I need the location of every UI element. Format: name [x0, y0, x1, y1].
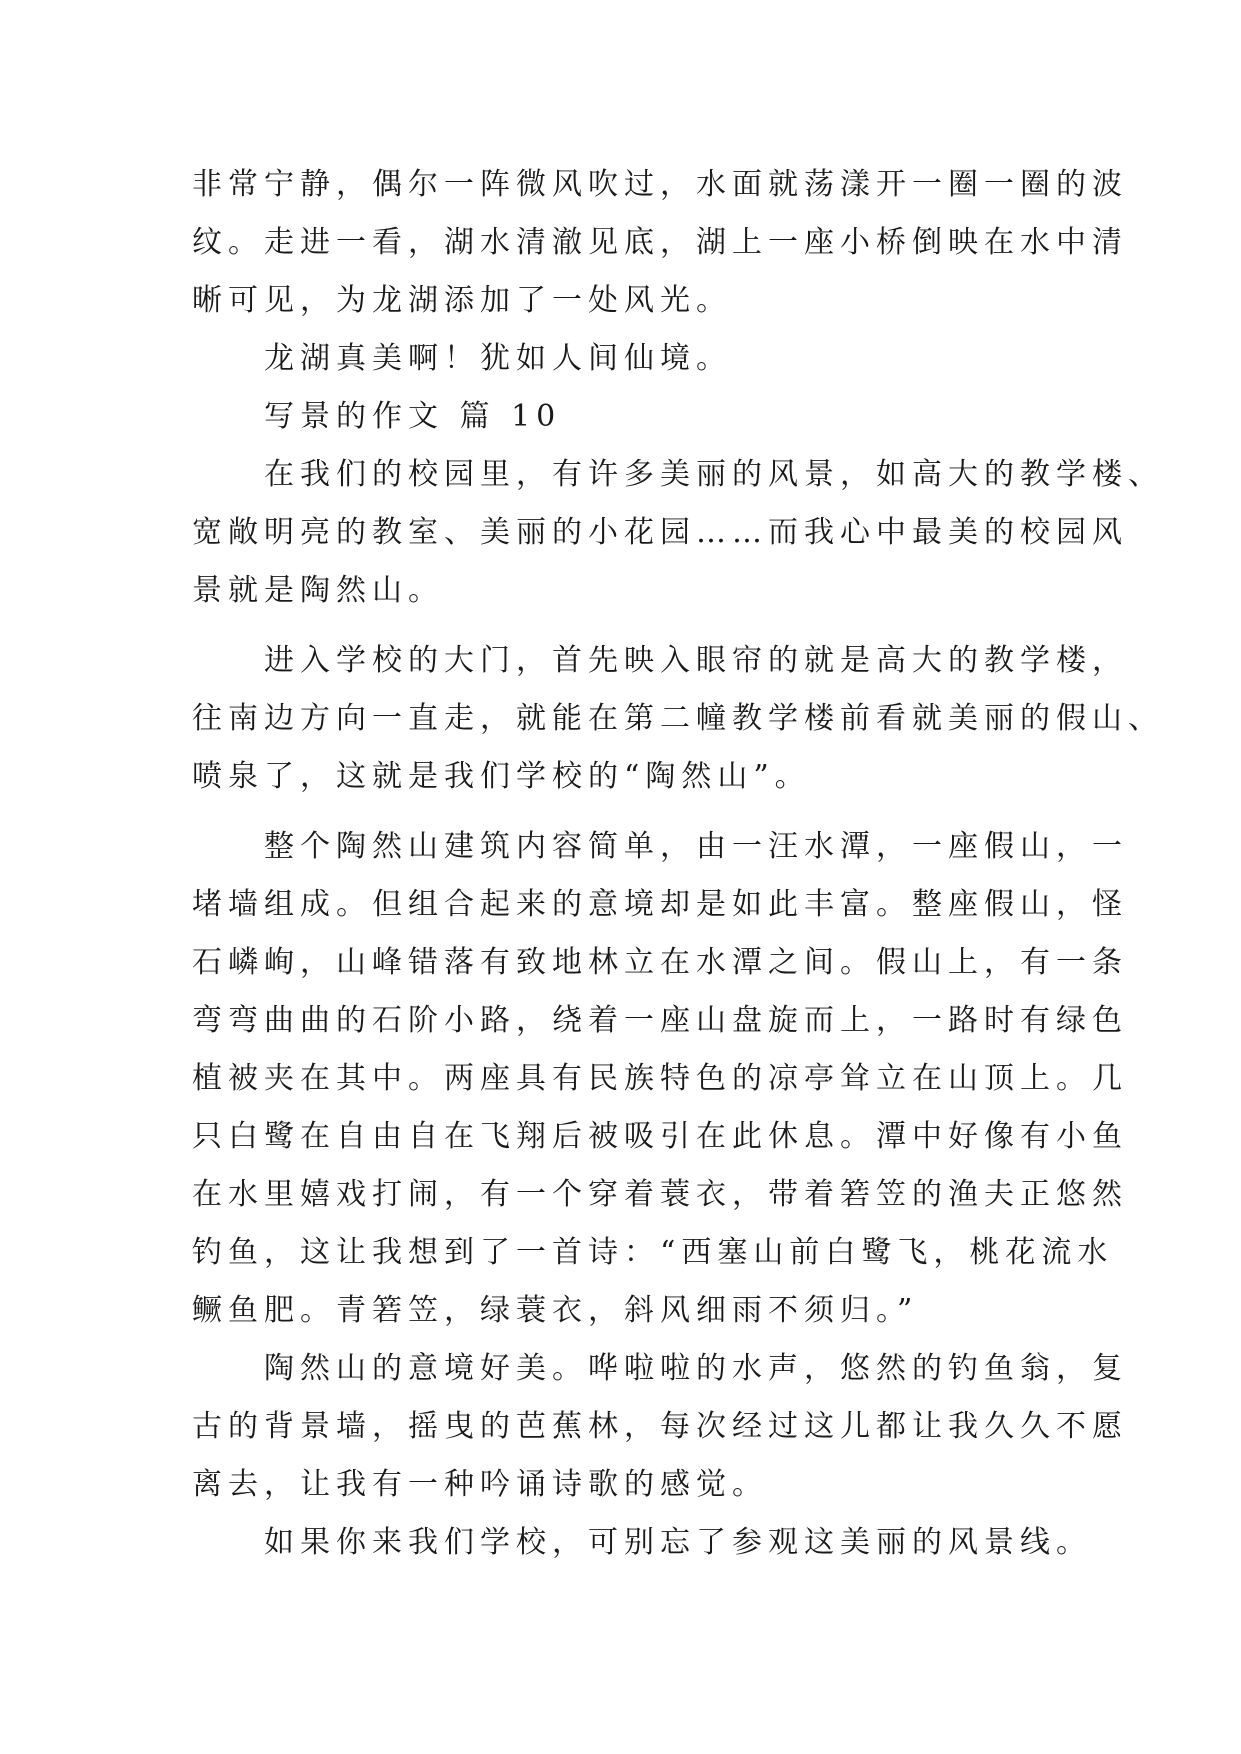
text-line: 进入学校的大门，首先映入眼帘的就是高大的教学楼，: [192, 643, 1128, 678]
text-line: 在水里嬉戏打闹，有一个穿着蓑衣，带着箬笠的渔夫正悠然: [192, 1177, 1128, 1212]
text-line: 只白鹭在自由自在飞翔后被吸引在此休息。潭中好像有小鱼: [192, 1119, 1128, 1154]
text-line: 纹。走进一看，湖水清澈见底，湖上一座小桥倒映在水中清: [192, 225, 1128, 260]
text-line: 非常宁静，偶尔一阵微风吹过，水面就荡漾开一圈一圈的波: [192, 167, 1128, 202]
text-line: 鳜鱼肥。青箬笠，绿蓑衣，斜风细雨不须归。”: [192, 1293, 919, 1328]
text-line: 景就是陶然山。: [192, 573, 444, 608]
text-line: 陶然山的意境好美。哗啦啦的水声，悠然的钓鱼翁，复: [192, 1351, 1128, 1386]
text-line: 离去，让我有一种吟诵诗歌的感觉。: [192, 1467, 768, 1502]
text-line: 钓鱼，这让我想到了一首诗：“西塞山前白鹭飞，桃花流水: [192, 1235, 1114, 1270]
text-line: 石嶙峋，山峰错落有致地林立在水潭之间。假山上，有一条: [192, 945, 1128, 980]
text-line: 在我们的校园里，有许多美丽的风景，如高大的教学楼、: [192, 457, 1164, 492]
text-line: 龙湖真美啊！犹如人间仙境。: [192, 341, 732, 376]
essay-text: [192, 156, 1164, 1572]
section-heading: 写景的作文 篇 10: [192, 399, 562, 434]
text-line: 如果你来我们学校，可别忘了参观这美丽的风景线。: [192, 1525, 1092, 1560]
text-line: 植被夹在其中。两座具有民族特色的凉亭耸立在山顶上。几: [192, 1061, 1128, 1096]
text-line: 晰可见，为龙湖添加了一处风光。: [192, 283, 732, 318]
text-line: 古的背景墙，摇曳的芭蕉林，每次经过这儿都让我久久不愿: [192, 1409, 1128, 1444]
text-line: 堵墙组成。但组合起来的意境却是如此丰富。整座假山，怪: [192, 887, 1128, 922]
text-line: 整个陶然山建筑内容简单，由一汪水潭，一座假山，一: [192, 829, 1128, 864]
text-line: 弯弯曲曲的石阶小路，绕着一座山盘旋而上，一路时有绿色: [192, 1003, 1128, 1038]
text-line: 喷泉了，这就是我们学校的“陶然山”。: [192, 759, 811, 794]
text-line: 往南边方向一直走，就能在第二幢教学楼前看就美丽的假山、: [192, 701, 1164, 736]
text-line: 宽敞明亮的教室、美丽的小花园……而我心中最美的校园风: [192, 515, 1128, 550]
